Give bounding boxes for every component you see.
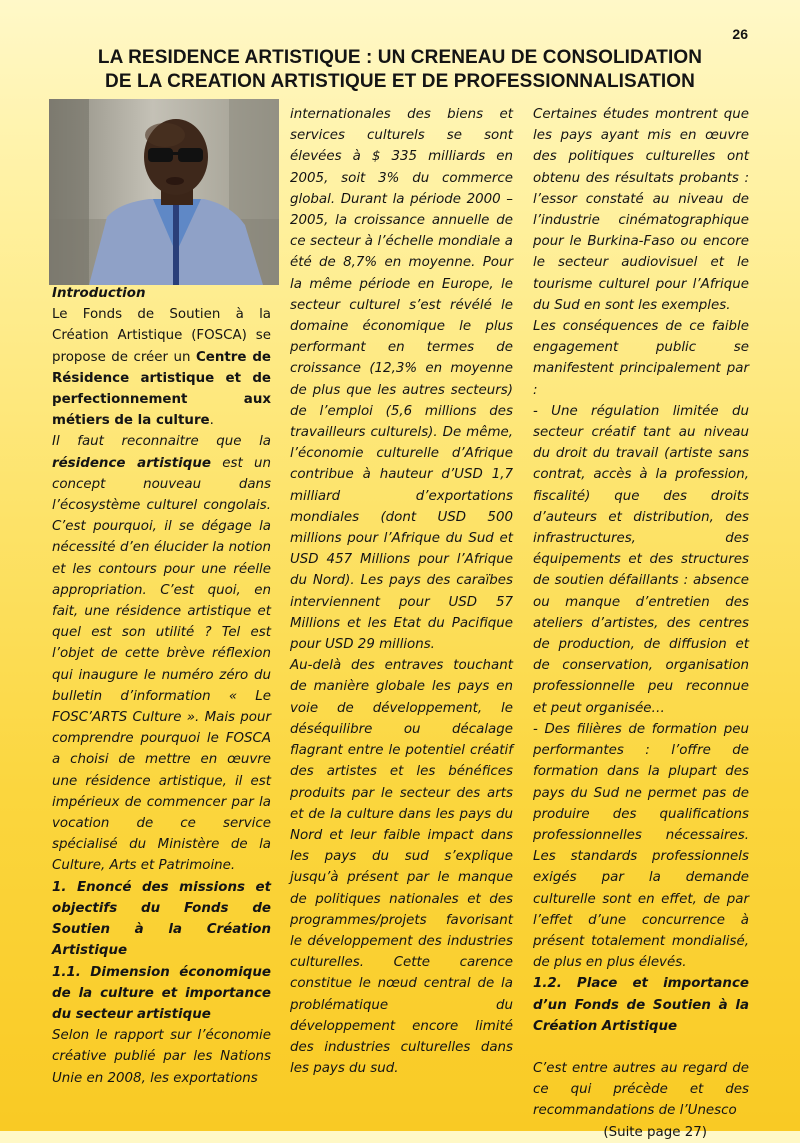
section-1-2-heading: 1.2. Place et importance d’un Fonds de Soutien à la Création Artistique: [533, 976, 749, 1034]
intro-text-end: .: [209, 413, 214, 429]
paragraph-obstacles: Au-delà des entraves touchant de manière globale les pays en voie de développement, le déséquilibre ou décalage flagrant entre le potentiel créatif des artistes et les bénéfices produits par le secteur des arts et de la culture dans les pays du Nord et leur faible impact dans les pays du sud s’explique jusqu’à présent par le manque de politiques nationales et des programmes/projets favorisant le développement des industries culturelles. Cette carence constitue le nœud central de la problématique du développement encore limité des industries culturelles dans les pays du sud.: [290, 658, 513, 1077]
paragraph-studies: Certaines études montrent que les pays ayant mis en œuvre des politiques culturelles ont obtenu des résultats probants : l’essor constaté au niveau de l’industrie cinématographique pour le Burkina-Faso ou encore le secteur audiovisuel et le tourisme culturel pour l’Afrique du Sud en sont les exemples.: [533, 107, 749, 313]
bullet-training: - Des filières de formation peu performantes : l’offre de formation dans la plupart des pays du Sud ne permet pas de produire des qualifications professionnelles nécessaires. Les standards professionnels exigés par la demande culturelle sont en effet, de par l’effet d’une concurrence à présent totalement mondialisé, de plus en plus élevés.: [533, 721, 749, 971]
continued-note: (Suite page 27): [603, 1124, 707, 1140]
residence-text-b: est un concept nouveau dans l’écosystème culturel congolais. C’est pourquoi, il se dégage la nécessité d’en élucider la notion et les contours pour une réelle appropriation. C’est quoi, en fait, une résidence artistique et quel est son utilité ? Tel est l’objet de cette brève réflexion qui inaugure le numéro zéro du bulletin d’information « Le FOSC’ARTS Culture ». Mais pour comprendre pourquoi le FOSCA a choisi de mettre en œuvre une résidence artistique, il est impérieux de commencer par la vocation de ce service spécialisé du Ministère de la Culture, Arts et Patrimoine.: [52, 455, 272, 874]
title-line-1: LA RESIDENCE ARTISTIQUE : UN CRENEAU DE CONSOLIDATION: [97, 47, 703, 68]
paragraph-exports: internationales des biens et services culturels se sont élevées à $ 335 milliards en 2005, soit 3% du commerce global. Durant la période 2000 – 2005, la croissance annuelle de ce secteur à l’échelle mondiale a été de 8,7% en moyenne. Pour la même période en Europe, le secteur culturel s’est révélé le domaine économique le plus performant en termes de croissance (12,3% en moyenne de plus que les autres secteurs) de l’emploi (5,6 millions des travailleurs culturels). De même, l’économie culturelle d’Afrique contribue à hauteur d’USD 1,7 milliard d’exportations mondiales (dont USD 500 millions pour l’Afrique du Sud et USD 457 Millions pour l’Afrique du Nord). Les pays des caraïbes interviennent pour USD 57 Millions et les Etat du Pacifique pour USD 29 millions.: [290, 107, 513, 653]
column-3: [533, 104, 749, 1143]
section-1-1-heading: 1.1. Dimension économique de la culture et importance du secteur artistique: [52, 964, 271, 1022]
paragraph-intro: [52, 304, 271, 431]
spacer: [533, 1037, 749, 1058]
paragraph-report: Selon le rapport sur l’économie créative publié par les Nations Unie en 2008, les exportations: [52, 1028, 271, 1086]
article-title: [0, 46, 800, 94]
paragraph-residence: [52, 431, 271, 876]
residence-text-a: Il faut reconnaitre que la: [52, 434, 271, 450]
bullet-regulation: - Une régulation limitée du secteur créatif tant au niveau du droit du travail (artiste sans contrat, accès à la profession, fiscalité) que des droits d’auteurs et distribution, des infrastructures, des équipements et des structures de soutien défaillants : absence ou manque d’entretien des ateliers d’artistes, des centres de production, de diffusion et de conservation, organisation professionnelle peu reconnue et peut organisée…: [533, 403, 749, 716]
page-number: 26: [732, 26, 748, 42]
speaker-photo: [49, 99, 279, 285]
paragraph-consequences: Les conséquences de ce faible engagement public se manifestent principalement par :: [533, 319, 749, 398]
intro-text-bold: Centre de Résidence artistique et de perfectionnement aux métiers de la culture: [52, 349, 272, 429]
column-1: [52, 283, 271, 1089]
paragraph-unesco: C’est entre autres au regard de ce qui précède et des recommandations de l’Unesco: [533, 1060, 749, 1119]
speaker-photo-illustration: [49, 99, 279, 285]
section-1-heading: 1. Enoncé des missions et objectifs du Fonds de Soutien à la Création Artistique: [52, 879, 271, 959]
title-line-2: DE LA CREATION ARTISTIQUE ET DE PROFESSIONNALISATION: [105, 71, 695, 92]
residence-text-bold: résidence artistique: [52, 455, 211, 471]
column-2: [290, 104, 513, 1079]
intro-heading: Introduction: [52, 286, 146, 301]
intro-text-a: Le Fonds de Soutien à la Création Artistique (FOSCA) se propose de créer un: [52, 307, 271, 365]
